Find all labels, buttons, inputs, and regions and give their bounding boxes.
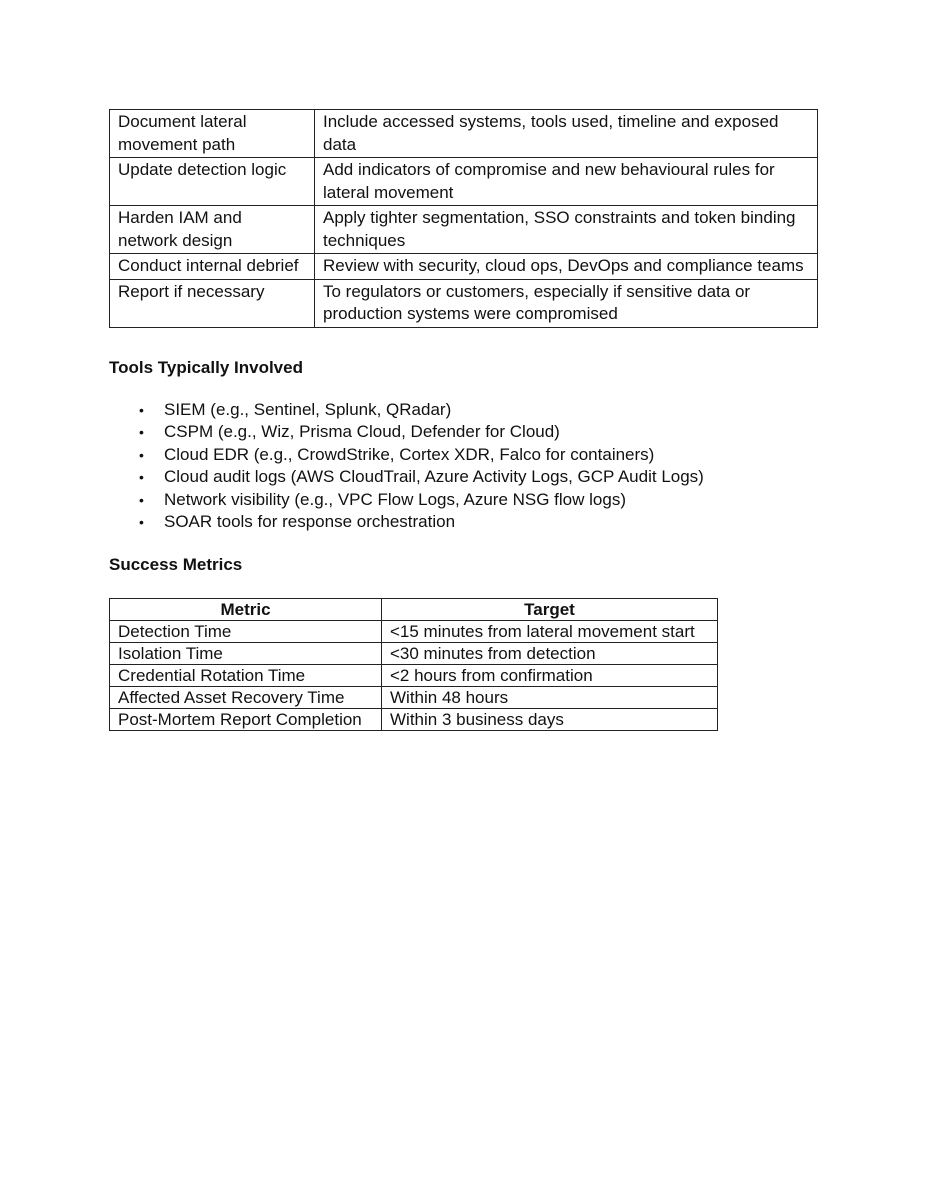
target-cell: <30 minutes from detection [382,643,718,665]
list-item-text: SIEM (e.g., Sentinel, Splunk, QRadar) [164,400,452,419]
list-item [109,421,704,443]
column-header-target: Target [382,599,718,621]
action-cell: Conduct internal debrief [110,254,315,280]
detail-cell: To regulators or customers, especially if sensitive data or production systems were compromised [315,279,818,327]
list-item [109,466,704,488]
table-row [110,621,718,643]
table-row [110,709,718,731]
table-row [110,158,818,206]
bullet-icon: • [139,469,144,486]
table-header-row [110,599,718,621]
metric-cell: Affected Asset Recovery Time [110,687,382,709]
metric-cell: Isolation Time [110,643,382,665]
bullet-icon: • [139,514,144,531]
list-item-text: Cloud audit logs (AWS CloudTrail, Azure Activity Logs, GCP Audit Logs) [164,467,704,487]
list-item-text: CSPM (e.g., Wiz, Prisma Cloud, Defender for Cloud) [164,422,560,442]
action-cell: Report if necessary [110,279,315,327]
list-item [109,489,704,511]
target-cell: Within 3 business days [382,709,718,731]
metrics-heading: Success Metrics [109,555,243,574]
column-header-metric: Metric [110,599,382,621]
target-cell: <2 hours from confirmation [382,665,718,687]
list-item [109,511,704,533]
list-item-text: Network visibility (e.g., VPC Flow Logs, Azure NSG flow logs) [164,489,626,509]
tools-heading: Tools Typically Involved [109,358,303,377]
detail-cell: Apply tighter segmentation, SSO constraints and token binding techniques [315,206,818,254]
table-row [110,279,818,327]
table-row [110,254,818,280]
action-cell: Harden IAM and network design [110,206,315,254]
list-item [109,444,704,466]
metric-cell: Detection Time [110,621,382,643]
table-row [110,206,818,254]
target-cell: <15 minutes from lateral movement start [382,621,718,643]
bullet-icon: • [139,424,144,441]
list-item-text: Cloud EDR (e.g., CrowdStrike, Cortex XDR, Falco for containers) [164,444,655,464]
table-row [110,643,718,665]
success-metrics-table [109,598,718,731]
detail-cell: Add indicators of compromise and new behavioural rules for lateral movement [315,158,818,206]
list-item [109,399,704,421]
table-row [110,687,718,709]
detail-cell: Include accessed systems, tools used, timeline and exposed data [315,110,818,158]
detail-cell: Review with security, cloud ops, DevOps and compliance teams [315,254,818,280]
bullet-icon: • [139,402,144,418]
table-row [110,110,818,158]
target-cell: Within 48 hours [382,687,718,709]
list-item-text: SOAR tools for response orchestration [164,512,456,532]
metric-cell: Post-Mortem Report Completion [110,709,382,731]
action-cell: Document lateral movement path [110,110,315,158]
table-row [110,665,718,687]
bullet-icon: • [139,446,144,463]
tools-list [109,399,704,533]
bullet-icon: • [139,491,144,508]
action-cell: Update detection logic [110,158,315,206]
post-incident-actions-table [109,109,818,328]
metric-cell: Credential Rotation Time [110,665,382,687]
